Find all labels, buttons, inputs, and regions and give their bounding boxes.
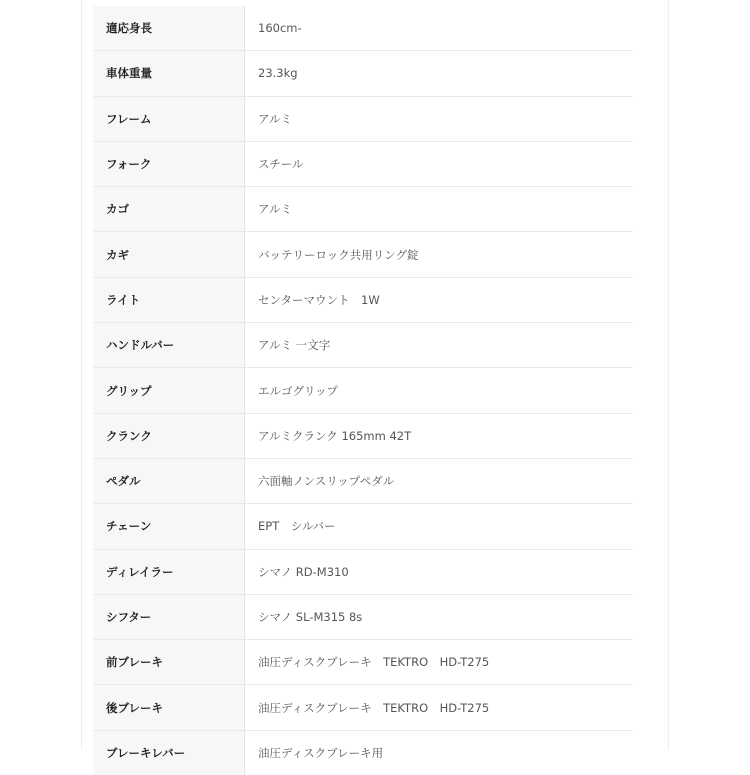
spec-label: 前ブレーキ: [93, 640, 245, 685]
spec-label: ペダル: [93, 458, 245, 503]
spec-label: ディレイラー: [93, 549, 245, 594]
spec-value: アルミクランク 165mm 42T: [245, 413, 634, 458]
spec-value: 六面軸ノンスリップペダル: [245, 458, 634, 503]
table-row: [93, 277, 633, 322]
table-row: [93, 141, 633, 186]
spec-label: ライト: [93, 277, 245, 322]
spec-value: 油圧ディスクブレーキ TEKTRO HD-T275: [245, 640, 634, 685]
table-row: [93, 685, 633, 730]
spec-label: 適応身長: [93, 6, 245, 51]
spec-label: チェーン: [93, 504, 245, 549]
table-row: [93, 594, 633, 639]
spec-value: エルゴグリップ: [245, 368, 634, 413]
spec-label: クランク: [93, 413, 245, 458]
table-row: [93, 96, 633, 141]
table-row: [93, 51, 633, 96]
spec-label: 車体重量: [93, 51, 245, 96]
table-row: [93, 368, 633, 413]
spec-label: カゴ: [93, 187, 245, 232]
spec-label: ブレーキレバー: [93, 730, 245, 775]
spec-label: シフター: [93, 594, 245, 639]
left-border-line: [81, 0, 82, 750]
table-row: [93, 504, 633, 549]
spec-value: シマノ RD-M310: [245, 549, 634, 594]
spec-value: 油圧ディスクブレーキ用: [245, 730, 634, 775]
spec-value: シマノ SL-M315 8s: [245, 594, 634, 639]
spec-label: 後ブレーキ: [93, 685, 245, 730]
spec-value: 23.3kg: [245, 51, 634, 96]
spec-value: EPT シルバー: [245, 504, 634, 549]
spec-value: 油圧ディスクブレーキ TEKTRO HD-T275: [245, 685, 634, 730]
spec-value: スチール: [245, 141, 634, 186]
table-row: [93, 187, 633, 232]
spec-value: アルミ 一文字: [245, 323, 634, 368]
spec-table: [93, 6, 633, 775]
table-row: [93, 413, 633, 458]
right-border-line: [668, 0, 669, 750]
spec-value: アルミ: [245, 187, 634, 232]
table-row: [93, 640, 633, 685]
spec-label: グリップ: [93, 368, 245, 413]
spec-value: 160cm-: [245, 6, 634, 51]
table-row: [93, 458, 633, 503]
table-row: [93, 549, 633, 594]
spec-value: センターマウント 1W: [245, 277, 634, 322]
table-row: [93, 6, 633, 51]
spec-value: バッテリーロック共用リング錠: [245, 232, 634, 277]
table-row: [93, 323, 633, 368]
table-row: [93, 232, 633, 277]
spec-label: フォーク: [93, 141, 245, 186]
spec-label: カギ: [93, 232, 245, 277]
spec-label: ハンドルバー: [93, 323, 245, 368]
table-row: [93, 730, 633, 775]
spec-label: フレーム: [93, 96, 245, 141]
spec-value: アルミ: [245, 96, 634, 141]
